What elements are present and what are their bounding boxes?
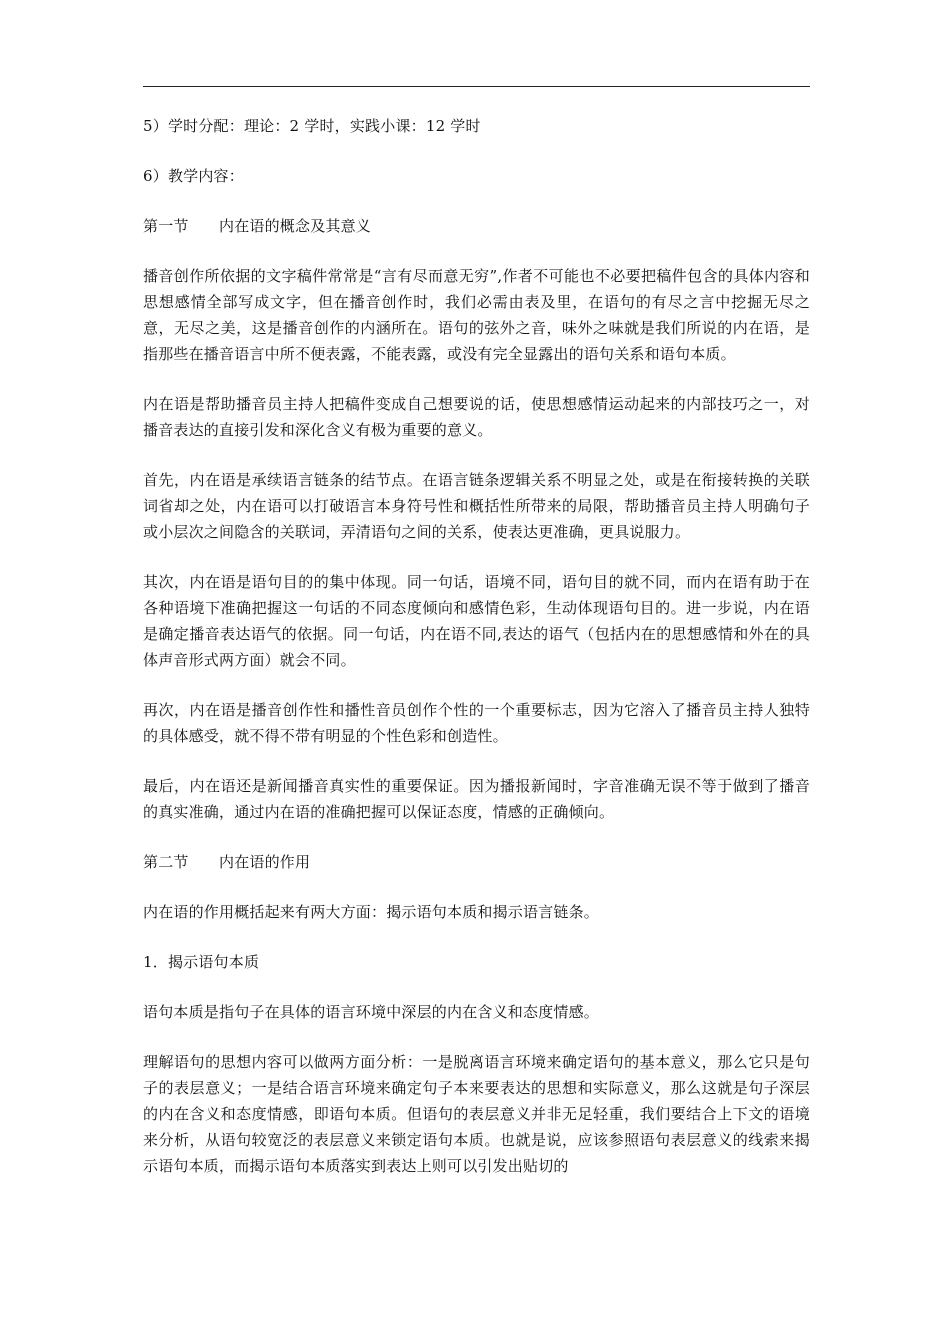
body-paragraph: 其次，内在语是语句目的的集中体现。同一句话，语境不同，语句目的就不同，而内在语有助于在各种语境下准确把握这一句话的不同态度倾向和感情色彩，生动体现语句目的。进一步说，内在语是确定播音表达语气的依据。同一句话，内在语不同,表达的语气（包括内在的思想感情和外在的具体声音形式两方面）就会不同。 — [143, 573, 810, 669]
section-2-number: 第二节 — [143, 853, 189, 871]
section-1-title: 内在语的概念及其意义 — [219, 217, 372, 235]
body-paragraph: 理解语句的思想内容可以做两方面分析：一是脱离语言环境来确定语句的基本意义，那么它只是句子的表层意义；一是结合语言环境来确定句子本来要表达的思想和实际意义，那么这就是句子深层的内在含义和态度情感，即语句本质。但语句的表层意义并非无足轻重，我们要结合上下文的语境来分析，从语句较宽泛的表层意义来锁定语句本质。也就是说，应该参照语句表层意义的线索来揭示语句本质，而揭示语句本质落实到表达上则可以引发出贴切的 — [143, 1053, 810, 1175]
body-paragraph: 最后，内在语还是新闻播音真实性的重要保证。因为播报新闻时，字音准确无误不等于做到了播音的真实准确，通过内在语的准确把握可以保证态度，情感的正确倾向。 — [143, 777, 810, 821]
header-rule — [143, 86, 810, 87]
hours-allocation: 5）学时分配：理论：2 学时，实践小课：12 学时 — [143, 117, 481, 135]
body-paragraph: 再次，内在语是播音创作性和播性音员创作个性的一个重要标志，因为它溶入了播音员主持人独特的具体感受，就不得不带有明显的个性色彩和创造性。 — [143, 701, 810, 745]
body-paragraph: 内在语的作用概括起来有两大方面：揭示语句本质和揭示语言链条。 — [143, 903, 600, 921]
section-2-title: 内在语的作用 — [219, 853, 311, 871]
subsection-heading: 1．揭示语句本质 — [143, 953, 260, 971]
body-paragraph: 播音创作所依据的文字稿件常常是“言有尽而意无穷”,作者不可能也不必要把稿件包含的具体内容和思想感情全部写成文字，但在播音创作时，我们必需由表及里，在语句的有尽之言中挖掘无尽之意，无尽之美，这是播音创作的内涵所在。语句的弦外之音，味外之味就是我们所说的内在语，是指那些在播音语言中所不便表露，不能表露，或没有完全显露出的语句关系和语句本质。 — [143, 267, 810, 363]
section-1-heading — [143, 213, 810, 239]
body-paragraph: 语句本质是指句子在具体的语言环境中深层的内在含义和态度情感。 — [143, 1003, 600, 1021]
section-1-number: 第一节 — [143, 217, 189, 235]
section-2-heading — [143, 849, 810, 875]
body-paragraph: 首先，内在语是承续语言链条的结节点。在语言链条逻辑关系不明显之处，或是在衔接转换的关联词省却之处，内在语可以打破语言本身符号性和概括性所带来的局限，帮助播音员主持人明确句子或小层次之间隐含的关联词，弄清语句之间的关系，使表达更准确，更具说服力。 — [143, 471, 810, 541]
body-paragraph: 内在语是帮助播音员主持人把稿件变成自己想要说的话，使思想感情运动起来的内部技巧之一，对播音表达的直接引发和深化含义有极为重要的意义。 — [143, 395, 810, 439]
teaching-content-label: 6）教学内容： — [143, 167, 244, 185]
document-body — [143, 113, 810, 1203]
